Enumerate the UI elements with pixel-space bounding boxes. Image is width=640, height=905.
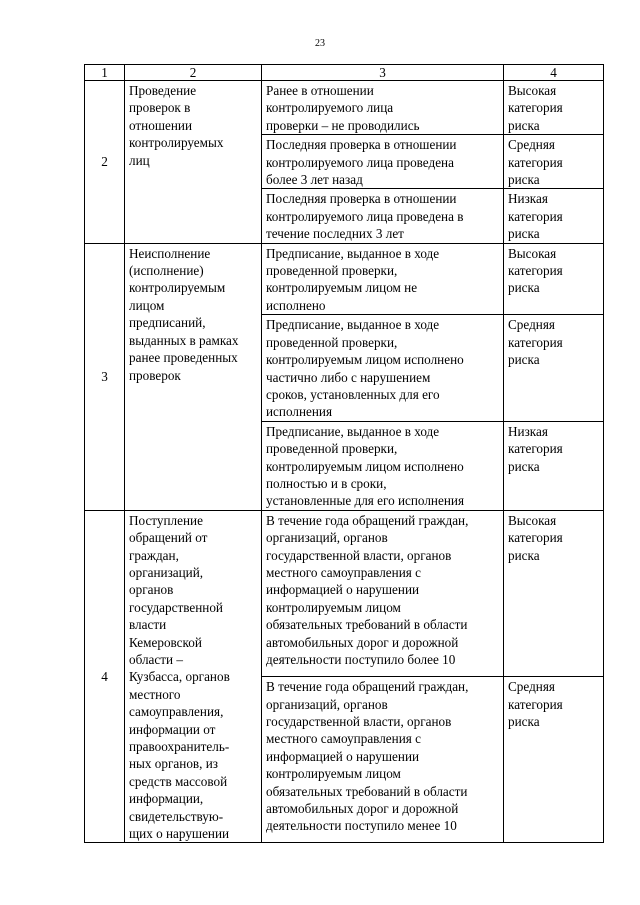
condition-cell: Ранее в отношении контролируемого лица проверки – не проводились — [262, 81, 504, 135]
condition-cell: Последняя проверка в отношении контролируемого лица проведена более 3 лет назад — [262, 135, 504, 189]
header-row — [85, 65, 604, 81]
table-row — [85, 81, 604, 135]
table-row — [85, 243, 604, 315]
risk-category-cell: Средняя категория риска — [504, 315, 604, 421]
risk-category-cell: Низкая категория риска — [504, 421, 604, 510]
risk-category-cell: Высокая категория риска — [504, 81, 604, 135]
row-number: 2 — [85, 81, 125, 244]
risk-category-cell: Низкая категория риска — [504, 189, 604, 243]
table-row — [85, 510, 604, 676]
page-number: 23 — [315, 38, 325, 49]
risk-criteria-table — [84, 64, 604, 843]
row-number: 3 — [85, 243, 125, 510]
risk-category-cell: Высокая категория риска — [504, 243, 604, 315]
column-header-2: 2 — [125, 65, 262, 81]
criterion-cell: Проведение проверок в отношении контролируемых лиц — [125, 81, 262, 244]
column-header-1: 1 — [85, 65, 125, 81]
condition-cell: Последняя проверка в отношении контролируемого лица проведена в течение последних 3 лет — [262, 189, 504, 243]
risk-category-cell: Высокая категория риска — [504, 510, 604, 676]
condition-cell: Предписание, выданное в ходе проведенной проверки, контролируемым лицом исполнено полностью и в сроки, установленные для его исполнения — [262, 421, 504, 510]
condition-cell: Предписание, выданное в ходе проведенной проверки, контролируемым лицом не исполнено — [262, 243, 504, 315]
row-number: 4 — [85, 510, 125, 843]
condition-cell: В течение года обращений граждан, организаций, органов государственной власти, органов местного самоуправления с информацией о нарушении контролируемым лицом обязательных требований в области автомобильных дорог и дорожной деятельности поступило более 10 — [262, 510, 504, 676]
column-header-4: 4 — [504, 65, 604, 81]
condition-cell: Предписание, выданное в ходе проведенной проверки, контролируемым лицом исполнено частично либо с нарушением сроков, установленных для его исполнения — [262, 315, 504, 421]
column-header-3: 3 — [262, 65, 504, 81]
criterion-cell: Поступление обращений от граждан, организаций, органов государственной власти Кемеровской области – Кузбасса, органов местного самоуправления, информации от правоохранитель- ных органов, из средств массовой информации, свидетельствую- щих о нарушении — [125, 510, 262, 843]
criterion-cell: Неисполнение (исполнение) контролируемым лицом предписаний, выданных в рамках ранее проведенных проверок — [125, 243, 262, 510]
risk-category-cell: Средняя категория риска — [504, 135, 604, 189]
condition-cell: В течение года обращений граждан, организаций, органов государственной власти, органов местного самоуправления с информацией о нарушении контролируемым лицом обязательных требований в области автомобильных дорог и дорожной деятельности поступило менее 10 — [262, 677, 504, 843]
risk-category-cell: Средняя категория риска — [504, 677, 604, 843]
